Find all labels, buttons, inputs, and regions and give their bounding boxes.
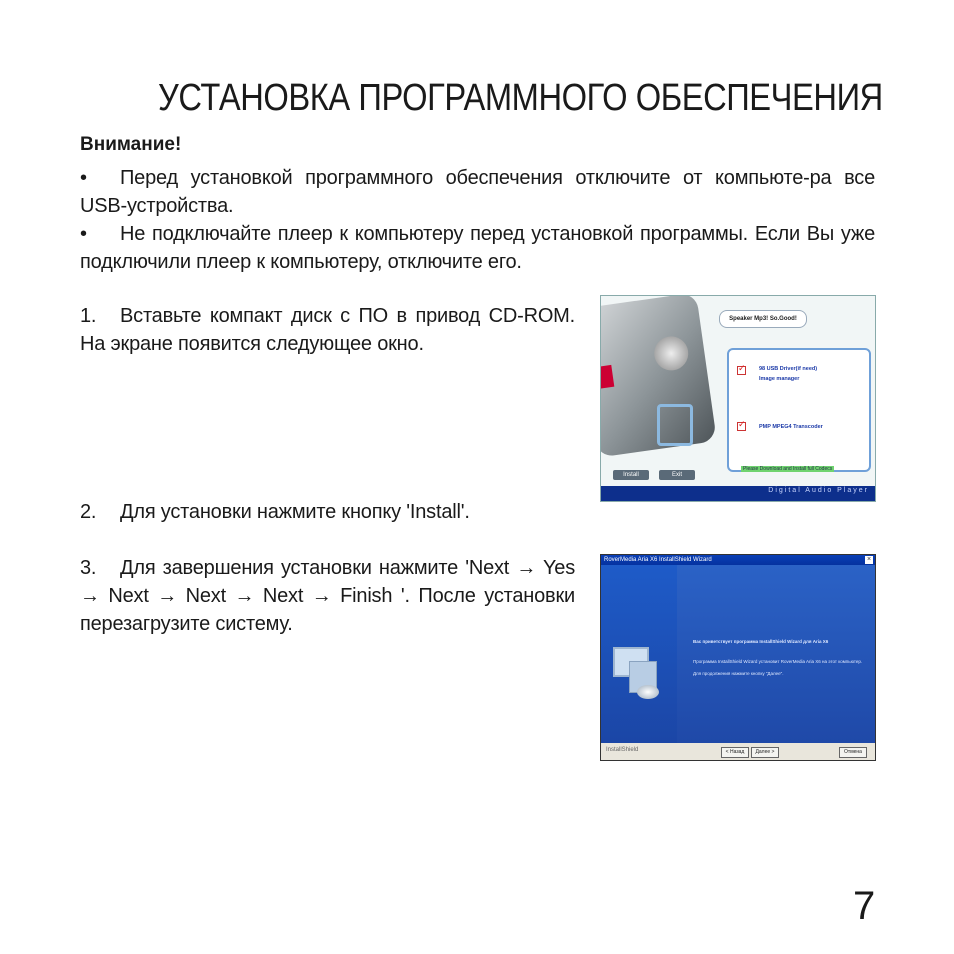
option-item: 98 USB Driver(if need) [759, 366, 818, 372]
bullet-text: Не подключайте плеер к компьютеру перед установкой программы. Если Вы уже подключили плеер к компьютеру, отключите его. [80, 223, 875, 273]
option-item: PMP MPEG4 Transcoder [759, 424, 823, 430]
wizard-body-text: Для продолжения нажмите кнопку "Далее". [693, 671, 784, 676]
step-number: 3. [80, 557, 97, 579]
footer-label: InstallShield [606, 747, 639, 753]
installshield-screenshot [600, 554, 876, 761]
codec-note: Please Download and Install full Codecs [743, 466, 833, 472]
step-number: 1. [80, 305, 97, 327]
warning-bullet-1 [80, 164, 875, 220]
window-title: RoverMedia Aria X6 InstallShield Wizard [601, 555, 876, 565]
warning-heading: Внимание! [80, 134, 182, 155]
welcome-text: Вас приветствует программа InstallShield Wizard для Aria X6 [693, 639, 829, 644]
speech-bubble: Speaker Mp3! So.Good! [719, 310, 807, 328]
wizard-side-pane [601, 565, 677, 743]
bullet-text: Перед установкой программного обеспечения отключите от компьюте-ра все USB-устройства. [80, 167, 875, 217]
bullet-icon: • [80, 167, 87, 189]
page-title: УСТАНОВКА ПРОГРАММНОГО ОБЕСПЕЧЕНИЯ [158, 77, 883, 119]
next-button: Далее > [751, 747, 779, 758]
options-panel [727, 348, 871, 472]
step-3 [80, 554, 575, 638]
step-text: Вставьте компакт диск с ПО в привод CD-ROM. На экране появится следующее окно. [80, 305, 575, 355]
checkbox-icon [737, 366, 746, 375]
speaker-icon [657, 404, 693, 446]
footer-text: Digital Audio Player [768, 487, 869, 494]
install-button: Install [613, 470, 649, 480]
wizard-main-pane [677, 565, 875, 743]
step-2 [80, 498, 575, 526]
bullet-icon: • [80, 223, 87, 245]
footer-bar [601, 486, 875, 501]
step-text: Для установки нажмите кнопку 'Install'. [120, 501, 470, 523]
wizard-footer [601, 743, 875, 760]
page-number: 7 [853, 884, 876, 928]
disc-icon [637, 685, 659, 699]
back-button: < Назад [721, 747, 749, 758]
exit-button: Exit [659, 470, 695, 480]
step-text: Для завершения установки нажмите 'Next → Yes → Next → Next → Next → Finish '. После установки перезагрузите систему. [80, 557, 575, 635]
wizard-body-text: Программа InstallShield Wizard установит RoverMedia Aria X6 на этот компьютер. [693, 659, 863, 664]
step-1 [80, 302, 575, 358]
close-icon: × [866, 556, 872, 563]
cancel-button: Отмена [839, 747, 867, 758]
installer-menu-screenshot [600, 295, 876, 502]
warning-bullet-2 [80, 220, 875, 276]
step-number: 2. [80, 501, 97, 523]
checkbox-icon [737, 422, 746, 431]
option-item: Image manager [759, 376, 800, 382]
